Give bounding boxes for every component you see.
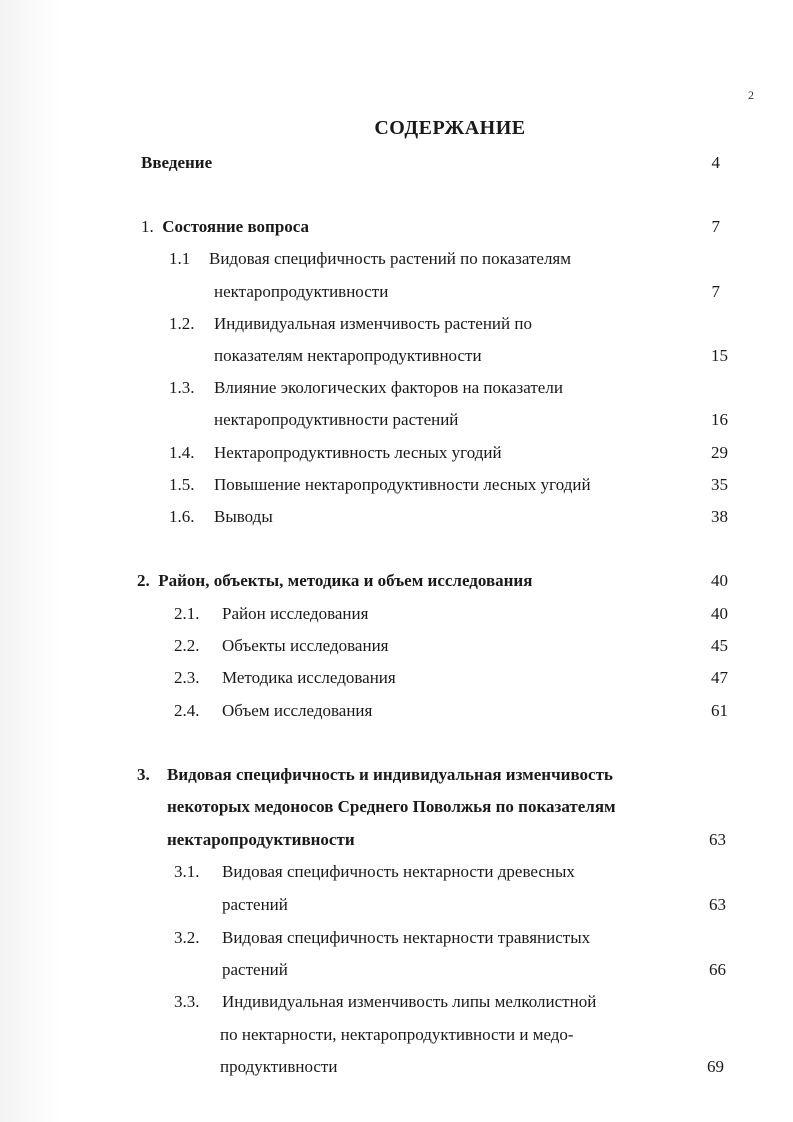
- toc-item-3-2-line2: растений: [222, 960, 288, 979]
- toc-item-3-3-page: 69: [707, 1057, 724, 1076]
- toc-item-2-1-number: 2.1.: [174, 604, 200, 623]
- toc-item-3-1-line1: Видовая специфичность нектарности древесных: [222, 862, 575, 881]
- toc-item-1-3-line1: Влияние экологических факторов на показатели: [214, 378, 563, 397]
- toc-item-3-1-line2: растений: [222, 895, 288, 914]
- toc-intro-label: Введение: [141, 153, 213, 172]
- toc-intro-page: 4: [711, 153, 720, 172]
- toc-item-1-2-line2: показателям нектаропродуктивности: [214, 346, 482, 365]
- toc-item-2-2-number: 2.2.: [174, 636, 200, 655]
- toc-item-2-2-line1: Объекты исследования: [222, 636, 389, 655]
- chapter-1-title: Состояние вопроса: [162, 217, 310, 236]
- toc-item-3-3-line1: Индивидуальная изменчивость липы мелколистной: [222, 992, 597, 1011]
- toc-item-3-3-number: 3.3.: [174, 992, 200, 1011]
- toc-item-1-6-line1: Выводы: [214, 507, 273, 526]
- toc-item-3-1-page: 63: [709, 895, 726, 914]
- chapter-3-title-line2: некоторых медоносов Среднего Поволжья по показателям: [167, 797, 616, 816]
- chapter-3-number: 3.: [137, 765, 150, 784]
- toc-item-3-3-line3: продуктивности: [220, 1057, 338, 1076]
- toc-chapter-1: [141, 217, 309, 237]
- toc-item-2-2-page: 45: [711, 636, 728, 655]
- chapter-2-title: Район, объекты, методика и объем исследования: [158, 571, 533, 590]
- toc-item-1-3-page: 16: [711, 410, 728, 429]
- toc-item-1-2-page: 15: [711, 346, 728, 365]
- chapter-1-number: 1.: [141, 217, 154, 236]
- toc-item-2-1-line1: Район исследования: [222, 604, 369, 623]
- toc-item-1-1-page: 7: [711, 282, 720, 301]
- toc-item-1-5-number: 1.5.: [169, 475, 195, 494]
- toc-item-1-3-number: 1.3.: [169, 378, 195, 397]
- scan-edge-shadow: [0, 0, 62, 1122]
- chapter-2-page: 40: [711, 571, 728, 590]
- toc-item-1-5-line1: Повышение нектаропродуктивности лесных угодий: [214, 475, 591, 494]
- chapter-3-title-line1: Видовая специфичность и индивидуальная изменчивость: [167, 765, 613, 784]
- toc-item-3-2-line1: Видовая специфичность нектарности травянистых: [222, 928, 591, 947]
- chapter-3-page: 63: [709, 830, 726, 849]
- page-title: СОДЕРЖАНИЕ: [374, 117, 526, 139]
- toc-item-2-4-line1: Объем исследования: [222, 701, 373, 720]
- toc-item-3-2-number: 3.2.: [174, 928, 200, 947]
- toc-item-3-2-page: 66: [709, 960, 726, 979]
- toc-item-1-6-page: 38: [711, 507, 728, 526]
- toc-item-1-6-number: 1.6.: [169, 507, 195, 526]
- toc-item-2-3-line1: Методика исследования: [222, 668, 396, 687]
- toc-item-1-4-line1: Нектаропродуктивность лесных угодий: [214, 443, 502, 462]
- toc-item-2-3-number: 2.3.: [174, 668, 200, 687]
- toc-item-1-1-line2: нектаропродуктивности: [214, 282, 389, 301]
- toc-item-3-3-line2: по нектарности, нектаропродуктивности и медо-: [220, 1025, 574, 1044]
- toc-item-2-4-page: 61: [711, 701, 728, 720]
- toc-item-2-3-page: 47: [711, 668, 728, 687]
- toc-item-2-4-number: 2.4.: [174, 701, 200, 720]
- toc-item-3-1-number: 3.1.: [174, 862, 200, 881]
- chapter-1-page: 7: [711, 217, 720, 236]
- toc-chapter-2: [137, 571, 532, 591]
- toc-item-1-2-line1: Индивидуальная изменчивость растений по: [214, 314, 532, 333]
- chapter-2-number: 2.: [137, 571, 150, 590]
- toc-item-1-1-line1: Видовая специфичность растений по показателям: [209, 249, 572, 268]
- toc-item-1-5-page: 35: [711, 475, 728, 494]
- page-number: 2: [748, 88, 754, 102]
- toc-item-1-4-page: 29: [711, 443, 728, 462]
- toc-item-2-1-page: 40: [711, 604, 728, 623]
- toc-item-1-2-number: 1.2.: [169, 314, 195, 333]
- toc-item-1-1-number: 1.1: [169, 249, 191, 268]
- toc-item-1-3-line2: нектаропродуктивности растений: [214, 410, 459, 429]
- chapter-3-title-line3: нектаропродуктивности: [167, 830, 355, 849]
- toc-item-1-4-number: 1.4.: [169, 443, 195, 462]
